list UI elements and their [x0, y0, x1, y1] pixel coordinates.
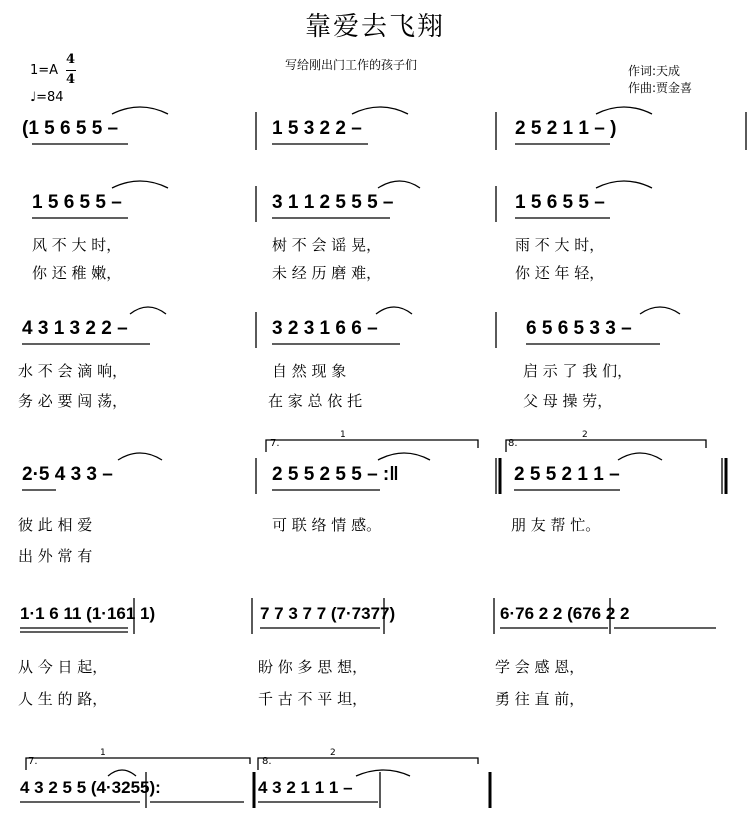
row0-measure3: 2 5 2 1 1 – ) — [515, 118, 617, 139]
tie — [618, 453, 662, 460]
lyric-r4-v2-m2: 千 古 不 平 坦， — [258, 690, 368, 708]
row3-measure2: 2 5 5 2 5 5 – :‖ — [272, 464, 399, 485]
lyric-r2-v2-m3: 父 母 操 劳， — [523, 392, 613, 410]
lyric-r3-v1-m3: 朋 友 帮 忙。 — [511, 516, 601, 534]
lyric-r3-v1-m2: 可 联 络 情 感。 — [272, 516, 382, 534]
tie — [596, 181, 652, 188]
lyric-r1-v1-m1: 风 不 大 时， — [32, 236, 122, 254]
tie — [356, 770, 410, 776]
row1-measure3: 1 5 6 5 5 – — [515, 192, 605, 213]
tie — [378, 453, 430, 460]
row4-measure1: 1·1 6 11 (1·161 1) — [20, 604, 156, 623]
row1-measure2: 3 1 1 2 5 5 5 – — [272, 192, 394, 213]
row5-measure2: 4 3 2 1 1 1 – — [258, 778, 353, 797]
lyric-r4-v1-m1: 从 今 日 起， — [18, 658, 108, 676]
volta-4-label: 2 — [330, 748, 336, 758]
lyric-r2-v1-m2: 自 然 现 象 — [272, 362, 347, 380]
time-signature-bottom: 4 — [66, 72, 76, 87]
tie — [108, 770, 136, 776]
lyricist-credit: 作词:天成 — [628, 64, 681, 78]
row2-measure1: 4 3 1 3 2 2 – — [22, 318, 128, 339]
lyric-r3-v1-m1: 彼 此 相 爱 — [18, 516, 93, 534]
quarter-note-icon: ♩ — [30, 90, 37, 105]
row3-measure3: 2 5 5 2 1 1 – — [514, 464, 620, 485]
tie — [130, 307, 166, 314]
time-signature-top: 4 — [66, 52, 76, 67]
tie — [352, 107, 408, 114]
volta-4-number: 8. — [262, 756, 272, 767]
volta-1-number: 7. — [270, 438, 280, 449]
volta-bracket — [258, 758, 478, 770]
composer-credit: 作曲:贾金喜 — [628, 81, 693, 95]
volta-3-number: 7. — [28, 756, 38, 767]
key-signature: 1=A — [30, 63, 59, 78]
row4-measure3: 6·76 2 2 (676 2 2 — [500, 604, 630, 623]
lyric-r1-v2-m1: 你 还 稚 嫩， — [32, 264, 122, 282]
lyric-r4-v1-m2: 盼 你 多 思 想， — [258, 658, 368, 676]
row2-measure3: 6 5 6 5 3 3 – — [526, 318, 632, 339]
lyric-r2-v2-m2: 在 家 总 依 托 — [268, 392, 363, 410]
volta-bracket — [266, 440, 478, 452]
row5-measure1: 4 3 2 5 5 (4·3255): — [20, 778, 161, 797]
song-subtitle: 写给刚出门工作的孩子们 — [285, 58, 418, 72]
tie — [376, 307, 412, 314]
lyric-r2-v2-m1: 务 必 要 闯 荡， — [18, 392, 128, 410]
row0-measure1: (1 5 6 5 5 – — [22, 118, 119, 139]
lyric-r2-v1-m3: 启 示 了 我 们， — [523, 362, 633, 380]
tempo-value: =84 — [36, 90, 64, 105]
lyric-r1-v2-m3: 你 还 年 轻， — [515, 264, 605, 282]
tie — [112, 107, 168, 114]
lyric-r1-v2-m2: 未 经 历 磨 难， — [272, 264, 382, 282]
lyric-r3-v2-m1: 出 外 常 有 — [18, 547, 93, 565]
volta-bracket — [506, 440, 706, 452]
row1-measure1: 1 5 6 5 5 – — [32, 192, 122, 213]
tie — [596, 107, 652, 114]
volta-1-label: 1 — [340, 430, 346, 440]
lyric-r4-v2-m3: 勇 往 直 前， — [495, 690, 585, 708]
lyric-r4-v2-m1: 人 生 的 路， — [18, 690, 108, 708]
row4-measure2: 7 7 3 7 7 (7·7377) — [260, 604, 396, 623]
volta-bracket — [26, 758, 250, 770]
volta-3-label: 1 — [100, 748, 106, 758]
lyric-r2-v1-m1: 水 不 会 滴 响， — [18, 362, 128, 380]
row0-measure2: 1 5 3 2 2 – — [272, 118, 362, 139]
song-title: 靠爱去飞翔 — [304, 12, 445, 42]
tie — [378, 181, 420, 188]
lyric-r4-v1-m3: 学 会 感 恩， — [495, 658, 585, 676]
row2-measure2: 3 2 3 1 6 6 – — [272, 318, 378, 339]
row3-measure1: 2·5 4 3 3 – — [22, 464, 113, 485]
lyric-r1-v1-m3: 雨 不 大 时， — [515, 236, 605, 254]
lyric-r1-v1-m2: 树 不 会 谣 晃， — [272, 236, 382, 254]
volta-2-label: 2 — [582, 430, 588, 440]
tie — [118, 453, 162, 460]
tie — [112, 181, 168, 188]
tie — [640, 307, 680, 314]
volta-2-number: 8. — [508, 438, 518, 449]
